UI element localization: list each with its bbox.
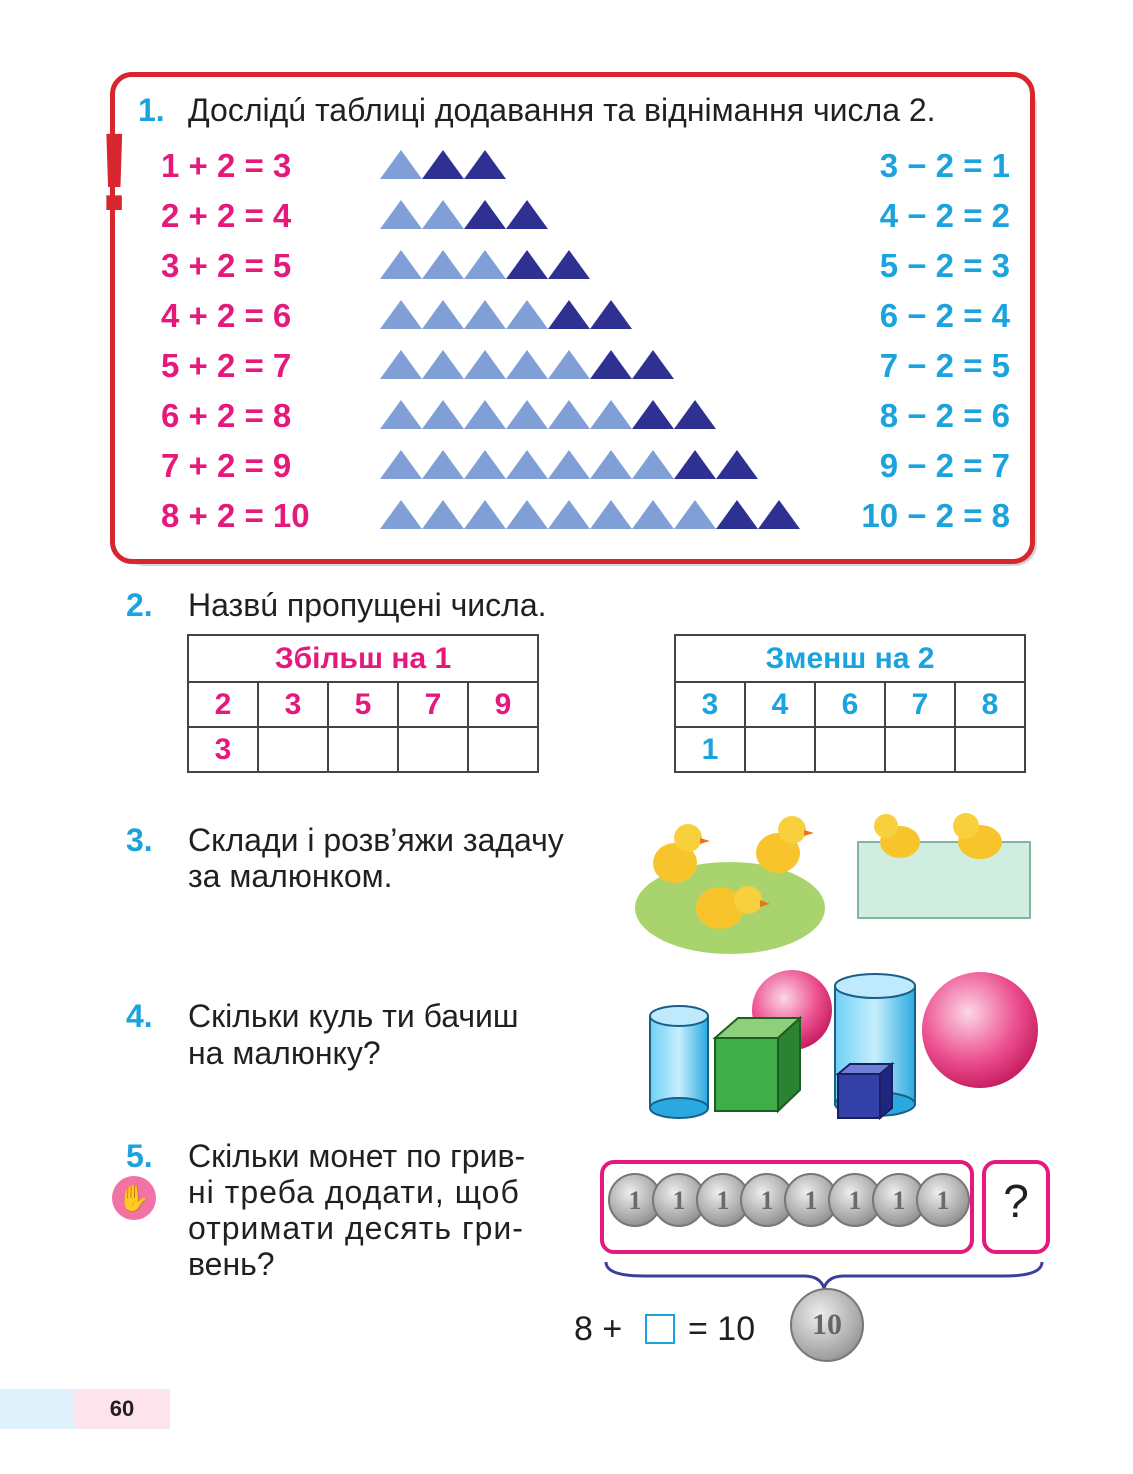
task3-line2: за малюнком.	[188, 858, 393, 894]
answer-box[interactable]	[645, 1314, 675, 1344]
light-triangle	[422, 500, 464, 529]
light-triangle	[380, 500, 422, 529]
light-triangle	[548, 400, 590, 429]
table-cell: 3	[675, 682, 745, 727]
light-triangle	[548, 350, 590, 379]
light-triangle	[632, 500, 674, 529]
dark-triangle	[464, 200, 506, 229]
light-triangle	[380, 400, 422, 429]
triangle-row	[380, 449, 764, 479]
subtraction-equation: 10 − 2 = 8	[861, 497, 1010, 534]
table-header: Зменш на 2	[675, 635, 1025, 682]
coin-value: 10	[812, 1308, 842, 1341]
task2-number: 2.	[126, 587, 153, 623]
addition-equation: 6 + 2 = 8	[161, 397, 292, 434]
table-cell: 7	[885, 682, 955, 727]
dark-triangle	[674, 450, 716, 479]
addition-equation: 3 + 2 = 5	[161, 247, 292, 284]
dark-triangle	[632, 400, 674, 429]
dark-triangle	[716, 450, 758, 479]
coin-value: 1	[672, 1186, 686, 1215]
light-triangle	[464, 350, 506, 379]
table-cell: 7	[398, 682, 468, 727]
table-cell: 5	[328, 682, 398, 727]
light-triangle	[506, 500, 548, 529]
light-triangle	[380, 350, 422, 379]
table-increase-by-1	[187, 634, 539, 773]
coin-value: 1	[892, 1186, 906, 1215]
light-triangle	[674, 500, 716, 529]
empty-cell[interactable]	[955, 727, 1025, 772]
coin-value: 1	[760, 1186, 774, 1215]
empty-cell[interactable]	[745, 727, 815, 772]
table-header: Збільш на 1	[188, 635, 538, 682]
question-mark: ?	[1003, 1175, 1029, 1227]
subtraction-equation: 4 − 2 = 2	[879, 197, 1010, 234]
light-triangle	[422, 450, 464, 479]
light-triangle	[548, 450, 590, 479]
light-triangle	[422, 350, 464, 379]
dark-triangle	[590, 300, 632, 329]
brace-icon	[604, 1258, 1044, 1292]
triangle-row	[380, 199, 554, 229]
light-triangle	[506, 350, 548, 379]
triangle-row	[380, 249, 596, 279]
empty-cell[interactable]	[398, 727, 468, 772]
exclamation-mark: !	[96, 111, 133, 234]
addition-equation: 7 + 2 = 9	[161, 447, 292, 484]
table-decrease-by-2	[674, 634, 1026, 773]
box	[858, 842, 1030, 918]
dark-triangle	[464, 150, 506, 179]
chicks-illustration	[630, 808, 1040, 958]
light-triangle	[380, 200, 422, 229]
task5-line1: Скільки монет по грив-	[188, 1138, 526, 1174]
coin-value: 1	[628, 1186, 642, 1215]
triangle-row	[380, 399, 722, 429]
table-cell: 8	[955, 682, 1025, 727]
cylinder	[650, 1016, 708, 1108]
empty-cell[interactable]	[468, 727, 538, 772]
task4-line2: на малюнку?	[188, 1035, 381, 1071]
light-triangle	[464, 250, 506, 279]
task5-line3: отримати десять гри-	[188, 1210, 524, 1246]
shapes-illustration	[640, 968, 1040, 1123]
light-triangle	[380, 450, 422, 479]
subtraction-equation: 7 − 2 = 5	[879, 347, 1010, 384]
task4-line1: Скільки куль ти бачиш	[188, 998, 519, 1034]
task4-number: 4.	[126, 998, 153, 1034]
coins-row	[608, 1173, 968, 1233]
addition-equation: 5 + 2 = 7	[161, 347, 292, 384]
subtraction-equation: 3 − 2 = 1	[879, 147, 1010, 184]
subtraction-equation: 9 − 2 = 7	[879, 447, 1010, 484]
table-cell: 3	[258, 682, 328, 727]
light-triangle	[422, 400, 464, 429]
dark-triangle	[506, 250, 548, 279]
dark-triangle	[758, 500, 800, 529]
task3-number: 3.	[126, 822, 153, 858]
page-number: 60	[74, 1389, 170, 1429]
addition-equation: 8 + 2 = 10	[161, 497, 310, 534]
light-triangle	[422, 200, 464, 229]
dark-triangle	[590, 350, 632, 379]
coin-value: 1	[848, 1186, 862, 1215]
task5-line4: вень?	[188, 1246, 275, 1282]
equation-right: = 10	[688, 1310, 756, 1348]
light-triangle	[506, 400, 548, 429]
table-cell: 2	[188, 682, 258, 727]
coin-value: 1	[936, 1186, 950, 1215]
empty-cell[interactable]	[328, 727, 398, 772]
light-triangle	[590, 450, 632, 479]
light-triangle	[506, 300, 548, 329]
one-hryvnia-coin	[916, 1173, 970, 1227]
table-cell: 1	[675, 727, 745, 772]
coin-value: 1	[804, 1186, 818, 1215]
light-triangle	[590, 400, 632, 429]
light-triangle	[464, 450, 506, 479]
task5-line2: ні треба додати, щоб	[188, 1174, 520, 1210]
table-cell: 6	[815, 682, 885, 727]
addition-equation: 1 + 2 = 3	[161, 147, 292, 184]
light-triangle	[506, 450, 548, 479]
table-cell: 9	[468, 682, 538, 727]
ball	[922, 972, 1038, 1088]
cube	[715, 1018, 800, 1111]
ten-hryvnia-coin	[790, 1288, 864, 1362]
light-triangle	[590, 500, 632, 529]
light-triangle	[632, 450, 674, 479]
subtraction-equation: 6 − 2 = 4	[879, 297, 1010, 334]
light-triangle	[380, 250, 422, 279]
pair-work-icon: ✋	[112, 1176, 156, 1220]
table-cell: 3	[188, 727, 258, 772]
empty-cell[interactable]	[815, 727, 885, 772]
dark-triangle	[548, 300, 590, 329]
dark-triangle	[548, 250, 590, 279]
empty-cell[interactable]	[258, 727, 328, 772]
triangle-row	[380, 349, 680, 379]
light-triangle	[380, 150, 422, 179]
empty-cell[interactable]	[885, 727, 955, 772]
dark-triangle	[506, 200, 548, 229]
light-triangle	[422, 250, 464, 279]
task1-number: 1.	[138, 92, 165, 128]
chick	[756, 816, 814, 873]
task5-number: 5.	[126, 1138, 153, 1174]
light-triangle	[380, 300, 422, 329]
dark-triangle	[422, 150, 464, 179]
dark-triangle	[674, 400, 716, 429]
table-cell: 4	[745, 682, 815, 727]
triangle-row	[380, 299, 638, 329]
task2-text: Назвú пропущені числа.	[188, 587, 547, 623]
light-triangle	[464, 500, 506, 529]
light-triangle	[422, 300, 464, 329]
task3-line1: Склади і розв’яжи задачу	[188, 822, 564, 858]
triangle-row	[380, 149, 512, 179]
light-triangle	[464, 400, 506, 429]
light-triangle	[464, 300, 506, 329]
dark-triangle	[632, 350, 674, 379]
light-triangle	[548, 500, 590, 529]
cube	[838, 1064, 892, 1118]
addition-equation: 4 + 2 = 6	[161, 297, 292, 334]
dark-triangle	[716, 500, 758, 529]
triangle-row	[380, 499, 806, 529]
subtraction-equation: 5 − 2 = 3	[879, 247, 1010, 284]
addition-equation: 2 + 2 = 4	[161, 197, 292, 234]
subtraction-equation: 8 − 2 = 6	[879, 397, 1010, 434]
task1-title: Дослідú таблиці додавання та віднімання числа 2.	[188, 92, 936, 128]
equation-left: 8 +	[574, 1310, 623, 1348]
coin-value: 1	[716, 1186, 730, 1215]
